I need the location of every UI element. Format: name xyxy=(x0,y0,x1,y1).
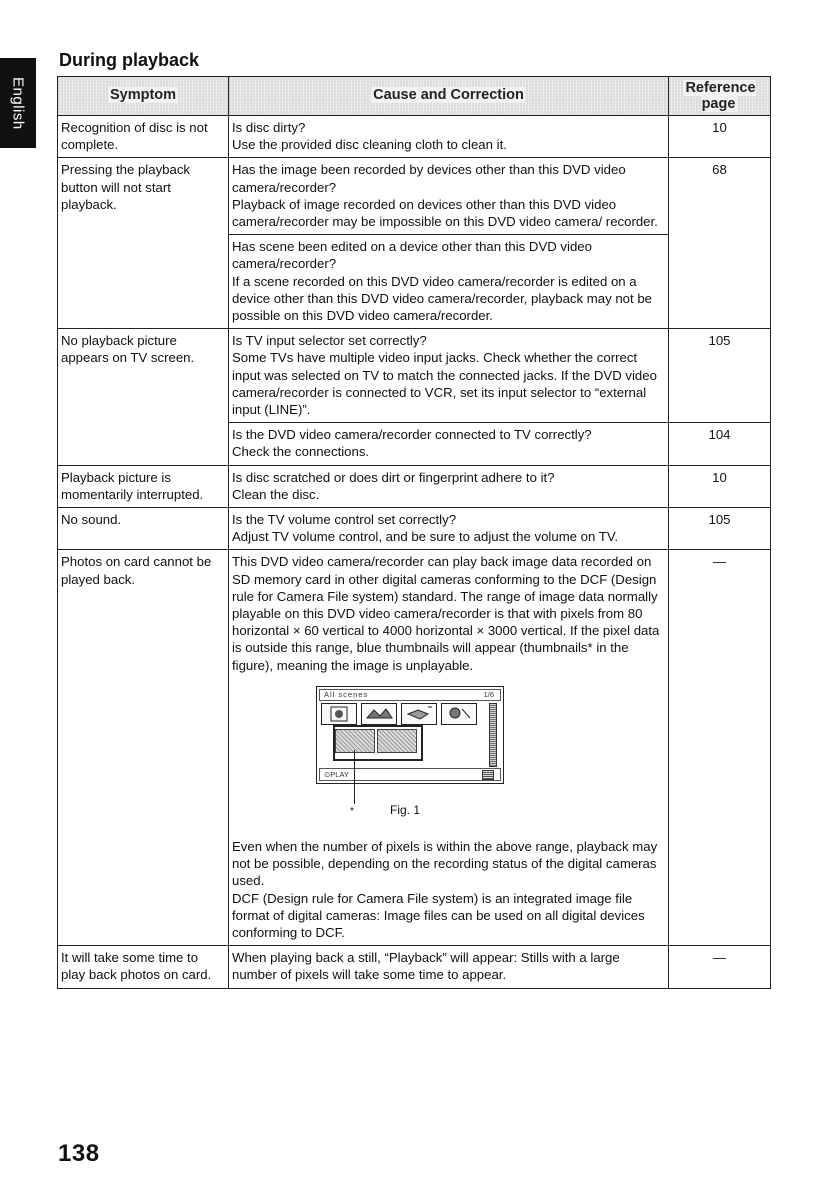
reference-cell: 10 xyxy=(669,465,771,507)
thumbnail-icon xyxy=(321,703,357,725)
figure-caption: Fig. 1 xyxy=(390,802,421,817)
callout-line xyxy=(354,750,355,804)
cause-cell: Has scene been edited on a device other than this DVD video camera/recorder? If a scene recorded on this DVD video camera/recorder is edited on a device other than this DVD video camera/recorder, playback may not be possible on this DVD video camera/recorder. xyxy=(229,235,669,329)
symptom-cell: Recognition of disc is not complete. xyxy=(58,116,229,158)
cause-cell: Is the TV volume control set correctly? Adjust TV volume control, and be sure to adjust the volume on TV. xyxy=(229,508,669,550)
header-cause: Cause and Correction xyxy=(229,77,669,116)
selection-frame xyxy=(333,725,423,761)
symptom-cell: Playback picture is momentarily interrupted. xyxy=(58,465,229,507)
table-row xyxy=(58,508,771,550)
cause-cell: Is disc scratched or does dirt or fingerprint adhere to it? Clean the disc. xyxy=(229,465,669,507)
reference-cell: — xyxy=(669,946,771,988)
cause-cell: Is TV input selector set correctly? Some TVs have multiple video input jacks. Check whether the correct input was selected on TV to match the connected jacks. If the DVD video camera/recorder is connected to VCR, set its input selector to “external input (LINE)”. xyxy=(229,329,669,423)
table-row xyxy=(58,116,771,158)
cause-cell: Is disc dirty? Use the provided disc cleaning cloth to clean it. xyxy=(229,116,669,158)
callout-star: * xyxy=(350,805,354,817)
screen-title-bar xyxy=(319,689,501,701)
reference-cell: 68 xyxy=(669,158,771,329)
play-label: ⊙PLAY xyxy=(324,769,349,779)
screen-play-bar xyxy=(319,768,501,781)
language-tab-label: English xyxy=(9,76,27,130)
symptom-cell: No sound. xyxy=(58,508,229,550)
section-title: During playback xyxy=(59,50,200,70)
reference-cell: 104 xyxy=(669,423,771,465)
cause-cell: Is the DVD video camera/recorder connected to TV correctly? Check the connections. xyxy=(229,423,669,465)
troubleshooting-table xyxy=(57,76,771,989)
table-row xyxy=(58,329,771,423)
thumbnail-icon xyxy=(361,703,397,725)
table-row xyxy=(58,465,771,507)
reference-cell: 105 xyxy=(669,508,771,550)
reference-cell: 10 xyxy=(669,116,771,158)
cause-cell: When playing back a still, “Playback” will appear: Stills with a large number of pixels will take some time to appear. xyxy=(229,946,669,988)
table-header-row xyxy=(58,77,771,116)
card-icon xyxy=(482,770,494,780)
header-symptom: Symptom xyxy=(58,77,229,116)
header-reference: Reference page xyxy=(669,77,771,116)
screen-counter: 1/6 xyxy=(483,689,494,699)
language-tab xyxy=(0,58,36,148)
table-row xyxy=(58,946,771,988)
reference-cell: — xyxy=(669,550,771,946)
symptom-cell: Pressing the playback button will not start playback. xyxy=(58,158,229,329)
thumbnail-icon xyxy=(401,703,437,725)
thumbnail-figure xyxy=(232,680,672,838)
table-row xyxy=(58,158,771,235)
screen-label: All scenes xyxy=(324,689,369,699)
cause-cell: Has the image been recorded by devices other than this DVD video camera/recorder? Playback of image recorded on devices other than this DVD video camera/recorder may be impossible on this DVD video camera/ recorder. xyxy=(229,158,669,235)
symptom-cell: Photos on card cannot be played back. xyxy=(58,550,229,946)
table-row xyxy=(58,550,771,946)
cause-cell: This DVD video camera/recorder can play back image data recorded on SD memory card in other digital cameras conforming to the DCF (Design rule for Camera File system) standard. The range of image data normally playable on this DVD video camera/recorder is that with pixels from 80 horizontal × 60 vertical to 4000 horizontal × 3000 vertical. If the pixel data is outside this range, blue thumbnails will appear (thumbnails* in the figure), meaning the image is unplayable. All scenes 1/6 ⊙PLAY * Fig. 1 Even when the number of pixels is within the above range, playback may not be possible, depending on the recording status of the digital cameras used. DCF (Design rule for Camera File system) is an integrated image file format of digital cameras: Image files can be used on all digital devices conforming to DCF. xyxy=(229,550,669,946)
page-number: 138 xyxy=(58,1140,100,1167)
symptom-cell: It will take some time to play back photos on card. xyxy=(58,946,229,988)
lcd-screen-illustration xyxy=(316,686,504,784)
reference-cell: 105 xyxy=(669,329,771,423)
thumbnail-icon xyxy=(441,703,477,725)
symptom-cell: No playback picture appears on TV screen. xyxy=(58,329,229,465)
scroll-indicator xyxy=(489,703,497,767)
